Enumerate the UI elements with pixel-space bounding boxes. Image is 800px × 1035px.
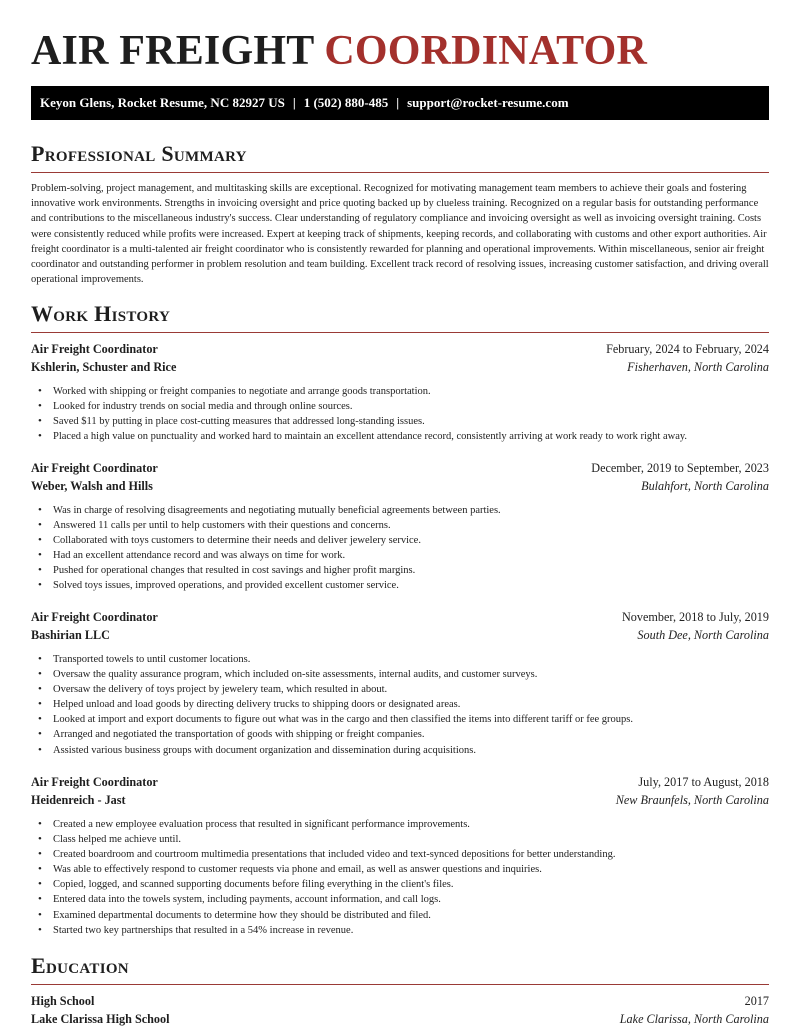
job-entry [31, 609, 769, 756]
job-company: Weber, Walsh and Hills [31, 478, 153, 493]
job-bullet: • Started two key partnerships that resulted in a 54% increase in revenue. [31, 923, 615, 938]
job-bullets [31, 503, 501, 594]
job-company-row [31, 792, 769, 810]
job-location: New Braunfels, North Carolina [615, 792, 769, 807]
title-part-2: COORDINATOR [324, 28, 648, 74]
education-degree: High School [31, 994, 95, 1008]
job-bullet: • Worked with shipping or freight companies to negotiate and arrange goods transportation. [31, 384, 687, 399]
job-bullet: • Placed a high value on punctuality and worked hard to maintain an excellent attendance record, consistently arriving at work ready to work right away. [31, 429, 687, 444]
resume-title [31, 26, 647, 76]
job-bullet: • Oversaw the delivery of toys project by jewelery team, which resulted in about. [31, 682, 633, 697]
job-company: Heidenreich - Jast [31, 792, 126, 807]
job-company-row [31, 478, 769, 496]
contact-bar [31, 86, 769, 120]
job-dates: November, 2018 to July, 2019 [622, 610, 769, 624]
contact-email[interactable]: support@rocket-resume.com [407, 95, 569, 110]
contact-phone: 1 (502) 880-485 [303, 95, 389, 110]
section-divider [31, 172, 769, 173]
job-bullet: • Pushed for operational changes that resulted in cost savings and higher profit margins. [31, 563, 501, 578]
job-entry [31, 460, 769, 592]
summary-heading: Professional Summary [31, 141, 247, 166]
job-location: Bulahfort, North Carolina [641, 478, 769, 493]
job-bullet: • Assisted various business groups with document organization and dissemination during acquisitions. [31, 743, 633, 758]
job-bullet: • Looked at import and export documents to figure out what was in the cargo and then classified the items into different tariff or fee groups. [31, 712, 633, 727]
job-bullets [31, 384, 687, 444]
job-header-row [31, 460, 769, 478]
job-location: Fisherhaven, North Carolina [627, 359, 769, 374]
job-company-row [31, 627, 769, 645]
job-company-row [31, 359, 769, 377]
job-bullet: • Had an excellent attendance record and was always on time for work. [31, 548, 501, 563]
job-title: Air Freight Coordinator [31, 461, 158, 475]
job-entry [31, 341, 769, 443]
job-company: Kshlerin, Schuster and Rice [31, 359, 177, 374]
summary-text: Problem-solving, project management, and multitasking skills are exceptional. Recognized for motivating management team members to achieve their goals and fostering innovative work environments. Strengths in invoicing oversight and price quoting backed up by clueless training. Recognized on a regular basis for outstanding performance and contributions to the miscellaneous industry's success. Clear understanding of regulatory compliance and invoicing oversight as well as invoicing oversight training. Costs were consistently reduced while profits were increased. Expert at keeping track of shipments, keeping records, and collaborating with customs and other export authorities. Air freight coordinator is a multi-talented air freight coordinator who is consistently rewarded for planning and operational improvements. Within miscellaneous, senior air freight coordinator and outstanding performer in problem resolution and team building. Excellent track record of resolving issues, increasing customer satisfaction, and driving overall operational improvements. [31, 183, 769, 286]
job-bullets [31, 652, 633, 758]
section-divider [31, 332, 769, 333]
job-bullet: • Was able to effectively respond to customer requests via phone and email, as well as answer questions and inquiries. [31, 862, 615, 877]
job-bullet: • Created a new employee evaluation process that resulted in significant performance improvements. [31, 817, 615, 832]
job-bullet: • Collaborated with toys customers to determine their needs and deliver jewelery service. [31, 533, 501, 548]
job-location: South Dee, North Carolina [637, 627, 769, 642]
job-title: Air Freight Coordinator [31, 775, 158, 789]
job-bullet: • Helped unload and load goods by directing delivery trucks to shipping doors or designated areas. [31, 697, 633, 712]
job-dates: July, 2017 to August, 2018 [638, 775, 769, 789]
section-divider [31, 984, 769, 985]
education-heading: Education [31, 953, 129, 978]
job-title: Air Freight Coordinator [31, 610, 158, 624]
job-bullet: • Was in charge of resolving disagreements and negotiating mutually beneficial agreements between parties. [31, 503, 501, 518]
job-bullet: • Solved toys issues, improved operations, and provided excellent customer service. [31, 578, 501, 593]
job-bullet: • Examined departmental documents to determine how they should be distributed and filed. [31, 908, 615, 923]
job-bullet: • Transported towels to until customer locations. [31, 652, 633, 667]
job-bullet: • Answered 11 calls per until to help customers with their questions and concerns. [31, 518, 501, 533]
education-year: 2017 [744, 994, 769, 1008]
job-bullet: • Arranged and negotiated the transportation of goods with shipping or freight companies. [31, 727, 633, 742]
job-bullet: • Class helped me achieve until. [31, 832, 615, 847]
job-bullet: • Created boardroom and courtroom multimedia presentations that included video and text-synced depositions for better understanding. [31, 847, 615, 862]
job-bullet: • Looked for industry trends on social media and through online sources. [31, 399, 687, 414]
job-entry [31, 774, 769, 936]
contact-separator: | [292, 95, 296, 110]
job-title: Air Freight Coordinator [31, 342, 158, 356]
job-header-row [31, 774, 769, 792]
job-bullet: • Copied, logged, and scanned supporting documents before filing everything in the client's files. [31, 877, 615, 892]
education-school: Lake Clarissa High School [31, 1011, 170, 1026]
education-entry [31, 993, 769, 1028]
job-header-row [31, 341, 769, 359]
job-bullet: • Oversaw the quality assurance program, which included on-site assessments, internal audits, and customer surveys. [31, 667, 633, 682]
job-dates: December, 2019 to September, 2023 [591, 461, 769, 475]
job-bullet: • Entered data into the towels system, including payments, account information, and call logs. [31, 892, 615, 907]
job-bullet: • Saved $11 by putting in place cost-cutting measures that addressed long-standing issues. [31, 414, 687, 429]
contact-address: Keyon Glens, Rocket Resume, NC 82927 US [40, 95, 285, 110]
job-header-row [31, 609, 769, 627]
education-school-row [31, 1011, 769, 1029]
contact-separator: | [396, 95, 400, 110]
job-dates: February, 2024 to February, 2024 [606, 342, 769, 356]
job-bullets [31, 817, 615, 938]
title-part-1: AIR FREIGHT [31, 28, 314, 74]
education-header-row [31, 993, 769, 1011]
education-location: Lake Clarissa, North Carolina [619, 1011, 769, 1026]
work-history-heading: Work History [31, 301, 171, 326]
job-company: Bashirian LLC [31, 627, 110, 642]
